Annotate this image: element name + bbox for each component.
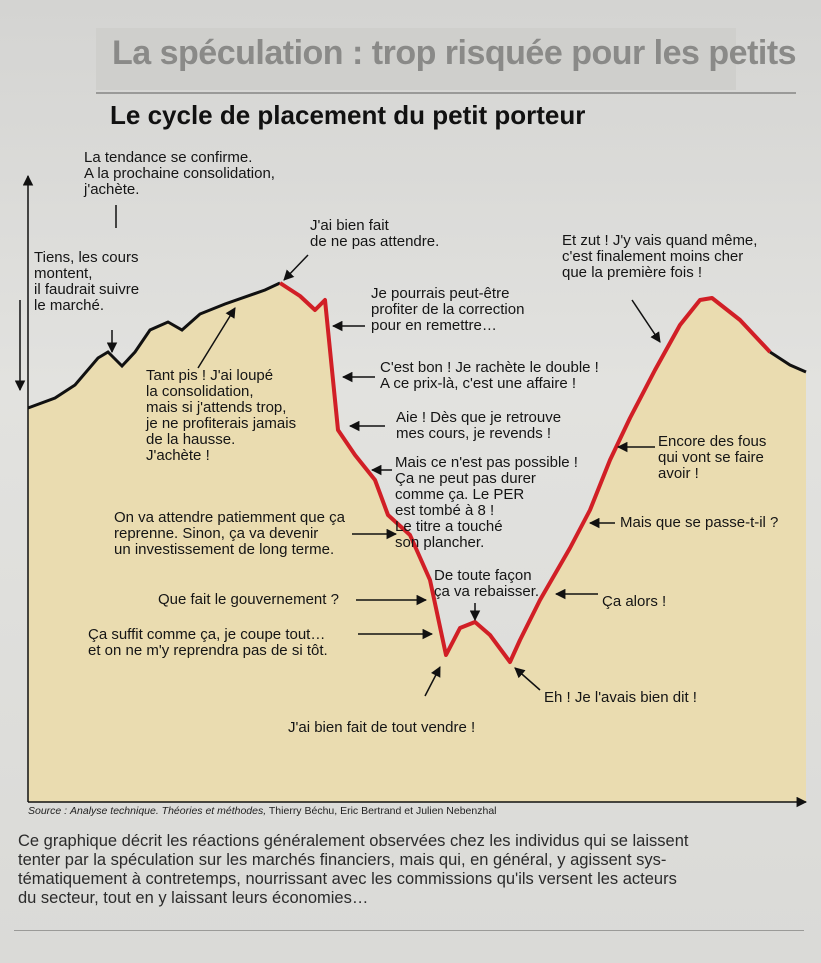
caption-line: tenter par la spéculation sur les marchés financiers, mais qui, en général, y agissent sys- bbox=[18, 851, 667, 869]
note-tiens: Tiens, les cours montent, il faudrait suivre le marché. bbox=[34, 249, 140, 314]
source-line bbox=[28, 805, 497, 817]
note-encore: Encore des fous qui vont se faire avoir ! bbox=[658, 433, 767, 482]
note-pourrais: Je pourrais peut-être profiter de la correction pour en remettre… bbox=[371, 285, 525, 334]
note-bien-fait: J'ai bien fait de ne pas attendre. bbox=[310, 217, 440, 250]
note-suffit: Ça suffit comme ça, je coupe tout… et on ne m'y reprendra pas de si tôt. bbox=[88, 626, 328, 659]
note-gouvernement: Que fait le gouvernement ? bbox=[158, 591, 339, 608]
note-et-zut: Et zut ! J'y vais quand même, c'est finalement moins cher que la première fois ! bbox=[562, 232, 758, 281]
note-aie: Aie ! Dès que je retrouve mes cours, je revends ! bbox=[396, 409, 562, 442]
caption-line: tématiquement à contretemps, nourrissant avec les commissions qu'ils versent les acteurs bbox=[18, 870, 677, 888]
bottom-rule bbox=[14, 930, 804, 931]
diagram-title: Le cycle de placement du petit porteur bbox=[110, 100, 586, 130]
note-de-toute-facon: De toute façon ça va rebaisser. bbox=[434, 567, 540, 600]
note-tout-vendre: J'ai bien fait de tout vendre ! bbox=[288, 719, 476, 736]
caption-line: Ce graphique décrit les réactions généralement observées chez les individus qui se laissent bbox=[18, 832, 689, 850]
note-attendre: On va attendre patiemment que ça reprenne. Sinon, ça va devenir un investissement de long terme. bbox=[114, 509, 345, 558]
caption-line: du secteur, tout en y laissant leurs économies… bbox=[18, 889, 369, 907]
note-que-se-passe: Mais que se passe-t-il ? bbox=[620, 514, 779, 531]
page-headline: La spéculation : trop risquée pour les petits bbox=[112, 34, 797, 72]
note-tant-pis: Tant pis ! J'ai loupé la consolidation, mais si j'attends trop, je ne profiterais jamais de la hausse. J'achète ! bbox=[146, 367, 297, 464]
note-mais-ce: Mais ce n'est pas possible ! Ça ne peut pas durer comme ça. Le PER est tombé à 8 ! Le titre a touché son plancher. bbox=[395, 454, 578, 551]
note-ca-alors: Ça alors ! bbox=[602, 593, 667, 610]
note-tendance: La tendance se confirme. A la prochaine consolidation, j'achète. bbox=[84, 149, 275, 198]
note-cest-bon: C'est bon ! Je rachète le double ! A ce prix-là, c'est une affaire ! bbox=[380, 359, 599, 392]
caption bbox=[18, 832, 798, 908]
source-prefix: Source : bbox=[28, 805, 68, 817]
source-title: Analyse technique. Théories et méthodes, bbox=[70, 805, 267, 817]
note-eh-je: Eh ! Je l'avais bien dit ! bbox=[544, 689, 697, 706]
source-authors: Thierry Béchu, Eric Bertrand et Julien Nebenzhal bbox=[268, 805, 497, 817]
